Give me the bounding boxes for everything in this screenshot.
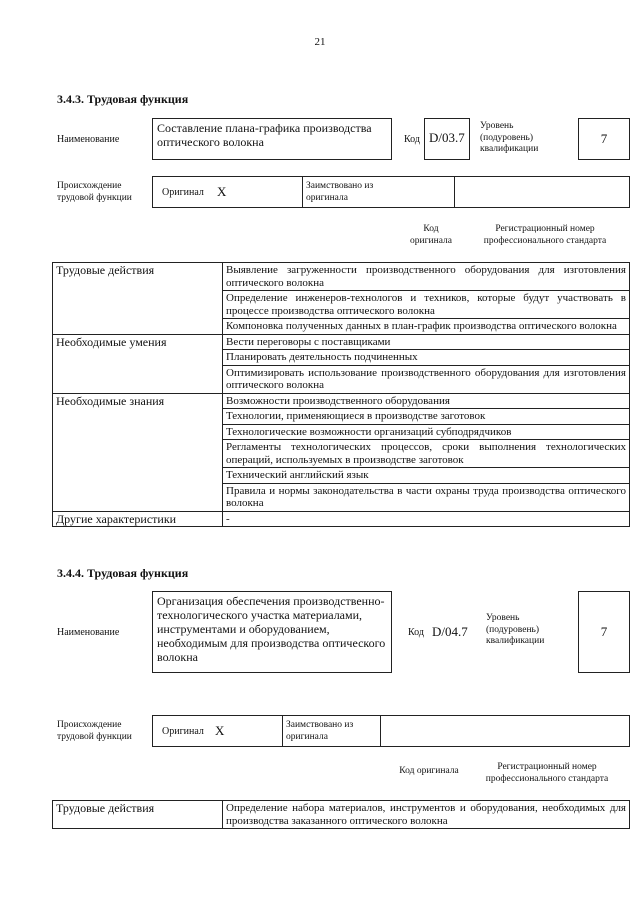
description-cell: Вести переговоры с поставщиками — [223, 334, 630, 350]
category-cell: Трудовые действия — [53, 263, 223, 335]
description-cell: Компоновка полученных данных в план-график производства оптического волокна — [223, 319, 630, 335]
level-label-1: Уровень (подуровень) квалификации — [480, 121, 539, 154]
function-name-1: Составление плана-графика производства оптического волокна — [152, 118, 392, 160]
original-label-1: Оригинал — [162, 187, 204, 198]
function-name-2: Организация обеспечения производственно-технологического участка материалами, инструментами и оборудованием, необходимым для производства оптического волокна — [152, 591, 392, 673]
original-mark-2: X — [215, 723, 225, 738]
page-number: 21 — [314, 36, 326, 48]
table-row — [53, 511, 630, 527]
origin-label-1: Происхождение трудовой функции — [57, 181, 132, 203]
description-cell: Технологии, применяющиеся в производстве заготовок — [223, 409, 630, 425]
origin-divider-4 — [380, 715, 381, 747]
code-label-2: Код — [408, 627, 424, 638]
category-cell: Необходимые умения — [53, 334, 223, 393]
level-value-1: 7 — [578, 118, 630, 160]
section-title-2: 3.4.4. Трудовая функция — [57, 566, 189, 580]
description-cell: Выявление загруженности производственного оборудования для изготовления оптического волокна — [223, 263, 630, 291]
description-cell: Возможности производственного оборудования — [223, 393, 630, 409]
reg-num-label-1: Регистрационный номер профессионального стандарта — [483, 224, 607, 246]
borrowed-label-2: Заимствовано из оригинала — [286, 720, 354, 742]
origin-divider-2 — [454, 176, 455, 208]
function-code-1: D/03.7 — [424, 118, 470, 160]
origin-label-2: Происхождение трудовой функции — [57, 720, 132, 742]
original-label-2: Оригинал — [162, 726, 204, 737]
code-label-1: Код — [404, 134, 420, 145]
description-cell: Определение инженеров-технологов и техников, которые будут участвовать в процессе производства оптического волокна — [223, 291, 630, 319]
code-orig-label-2: Код оригинала — [399, 766, 459, 776]
category-cell: Необходимые знания — [53, 393, 223, 511]
original-mark-1: X — [217, 184, 227, 199]
code-orig-label-1: Код оригинала — [410, 224, 452, 246]
function-code-2: D/04.7 — [432, 624, 468, 639]
table-row — [53, 263, 630, 291]
category-cell: Трудовые действия — [53, 801, 223, 829]
function-table-2 — [52, 800, 630, 829]
name-label-2: Наименование — [57, 627, 120, 638]
table-row — [53, 393, 630, 409]
reg-num-label-2: Регистрационный номер профессионального стандарта — [485, 762, 609, 784]
borrowed-label-1: Заимствовано из оригинала — [306, 181, 374, 203]
function-table-1 — [52, 262, 630, 527]
description-cell: - — [223, 511, 630, 527]
description-cell: Правила и нормы законодательства в части охраны труда производства оптического волокна — [223, 483, 630, 511]
description-cell: Оптимизировать использование производственного оборудования для изготовления оптического волокна — [223, 365, 630, 393]
description-cell: Технический английский язык — [223, 468, 630, 484]
name-label-1: Наименование — [57, 134, 120, 145]
level-value-2: 7 — [578, 591, 630, 673]
table-row — [53, 801, 630, 829]
description-cell: Планировать деятельность подчиненных — [223, 350, 630, 366]
origin-divider-3 — [282, 715, 283, 747]
category-cell: Другие характеристики — [53, 511, 223, 527]
level-label-2: Уровень (подуровень) квалификации — [486, 613, 545, 646]
description-cell: Регламенты технологических процессов, сроки выполнения технологических операций, используемых в производстве заготовок — [223, 440, 630, 468]
table-row — [53, 334, 630, 350]
description-cell: Технологические возможности организаций субподрядчиков — [223, 424, 630, 440]
origin-divider-1 — [302, 176, 303, 208]
section-title-1: 3.4.3. Трудовая функция — [57, 92, 189, 106]
description-cell: Определение набора материалов, инструментов и оборудования, необходимых для производства заказанного оптического волокна — [223, 801, 630, 829]
